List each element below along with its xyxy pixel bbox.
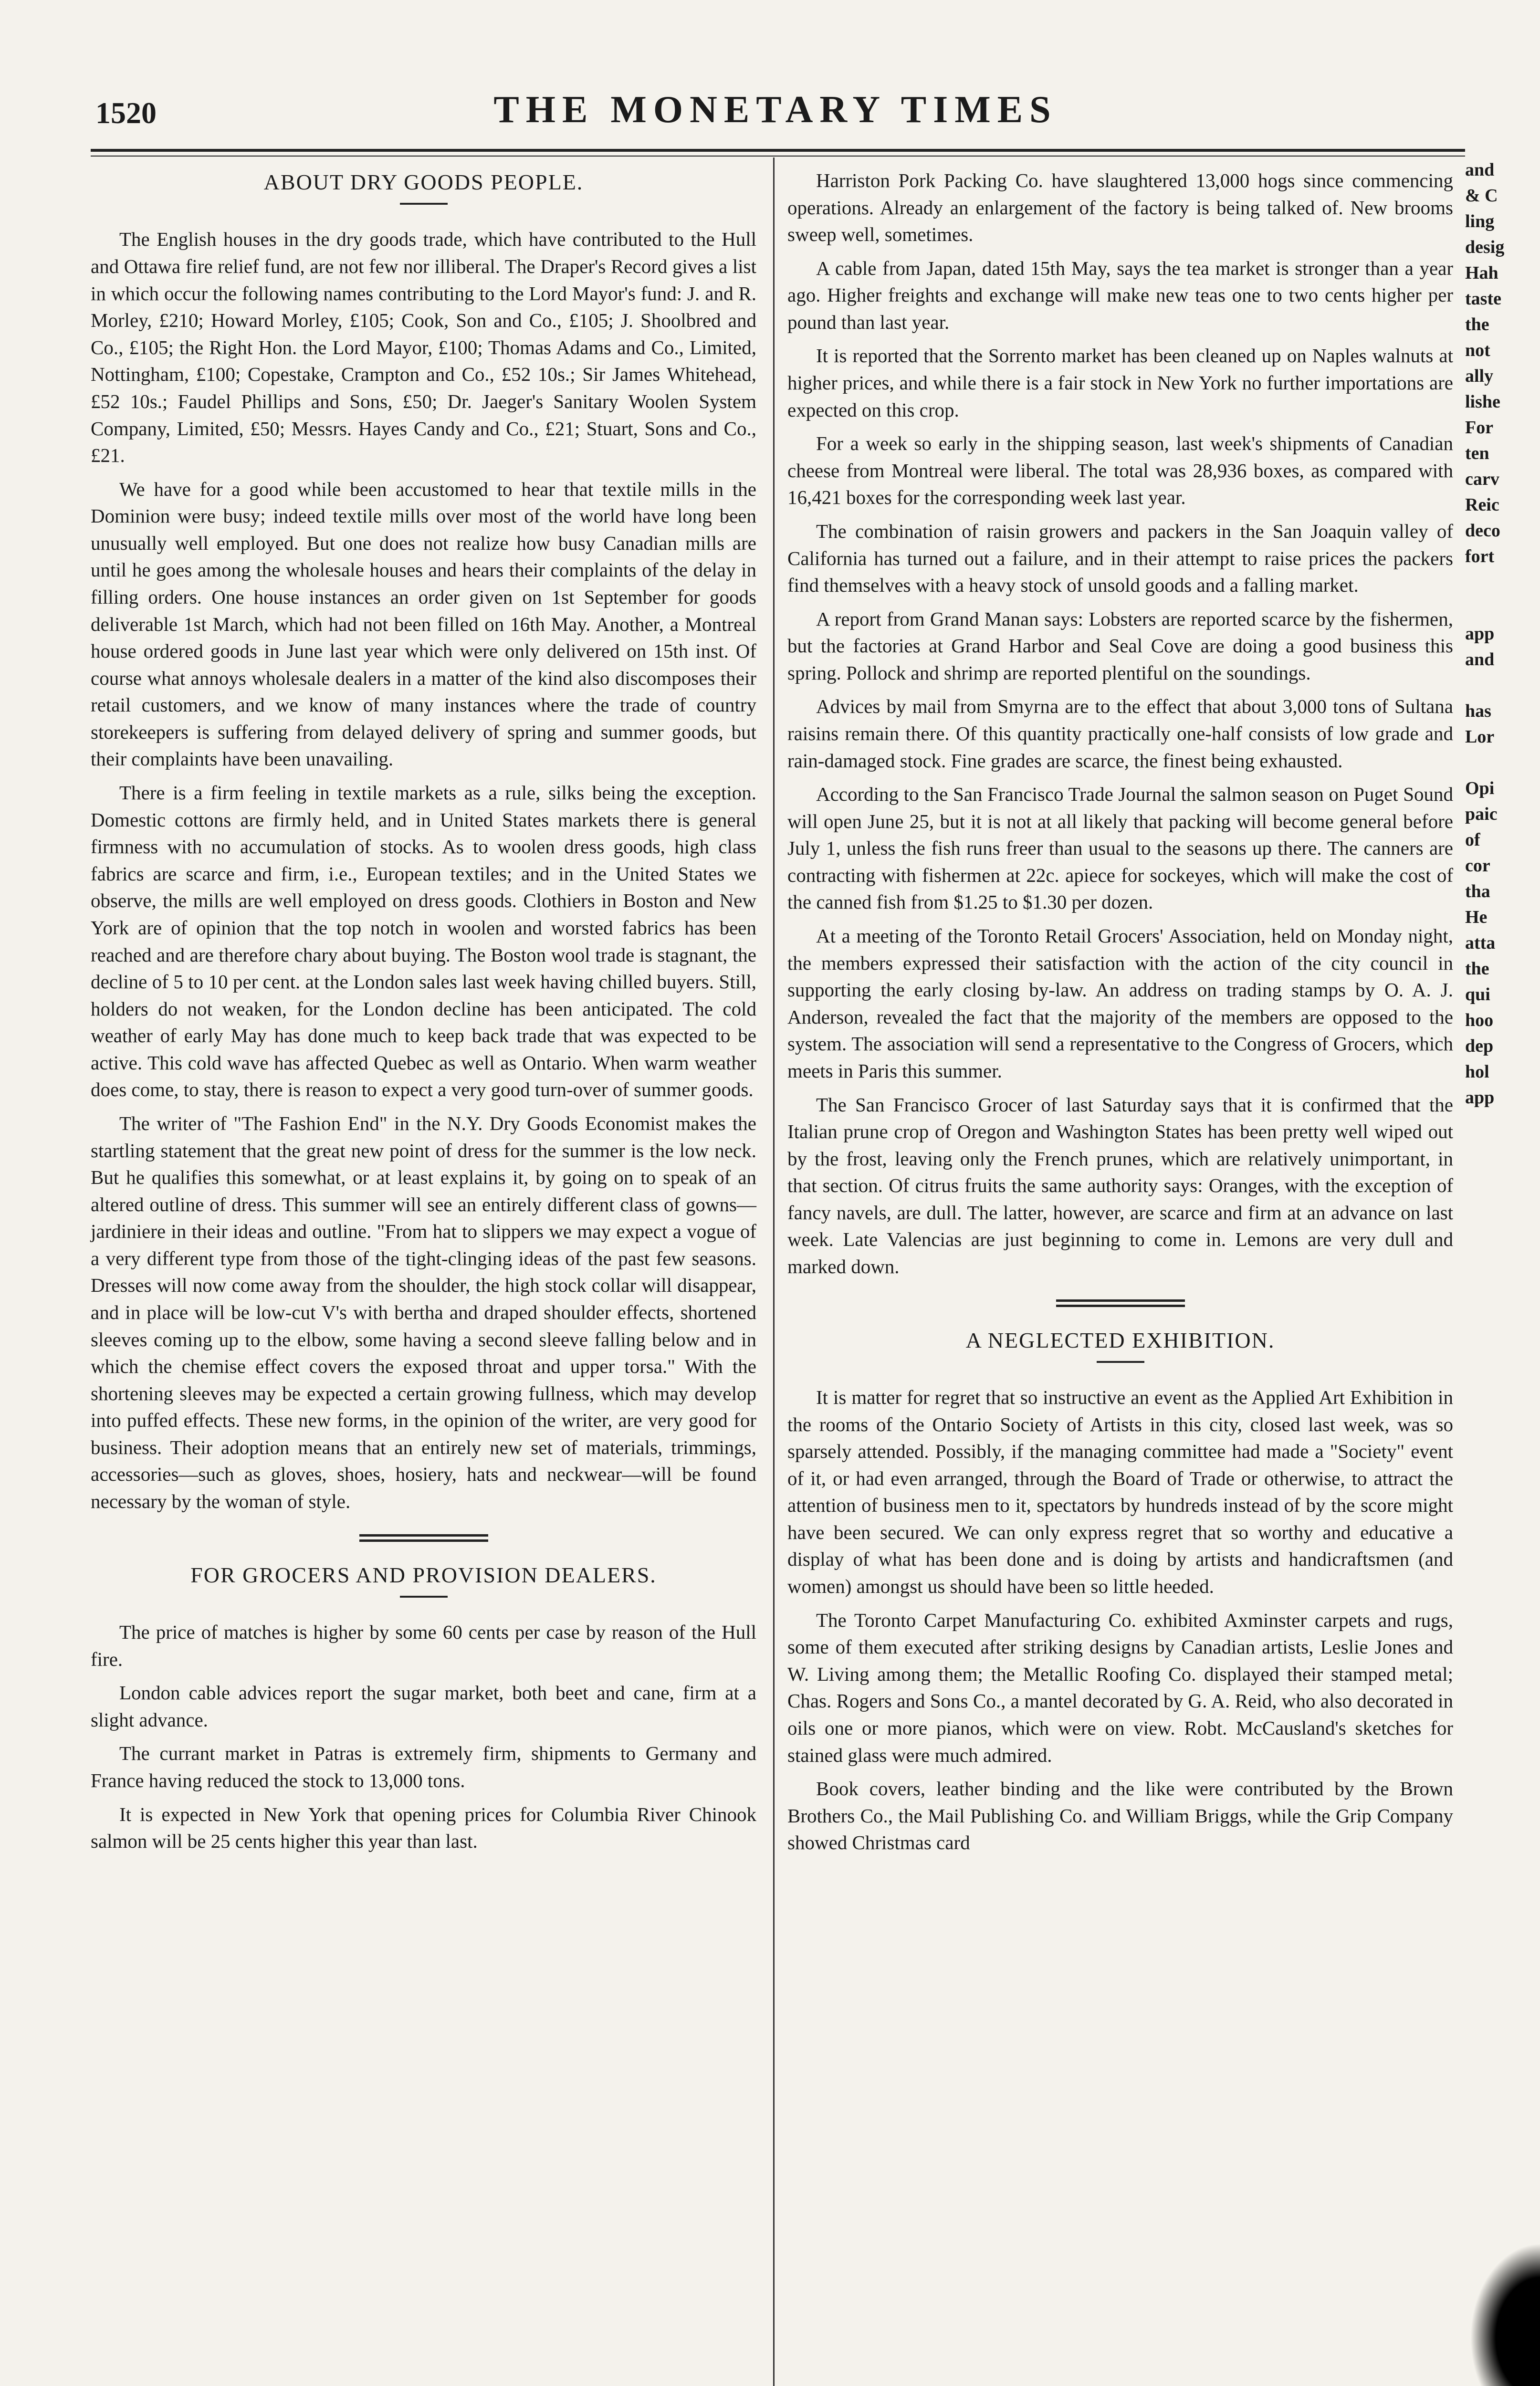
edge-fragment: the <box>1465 959 1489 979</box>
paragraph: The San Francisco Grocer of last Saturday says that it is confirmed that the Italian prune crop of Oregon and Washington States has been pretty well wiped out by the frost, leaving only the French prunes, which are relatively unimportant, in that section. Of citrus fruits the same authority says: Oranges, with the exception of fancy navels, are dull. The latter, however, are scarce and firm at an advance on last week. Late Valencias are just beginning to come in. Lemons are very dull and marked down. <box>787 1093 1453 1277</box>
paragraph: The Toronto Carpet Manufacturing Co. exhibited Axminster carpets and rugs, some of them executed after striking designs by Canadian artists, Leslie Jones and W. Living among them; the Metallic Roofing Co. displayed their stamped metal; Chas. Rogers and Sons Co., a mantel decorated by G. A. Reid, who also decorated in oils one or more pianos, which were on view. Robt. McCausland's sketches for stained glass were much admired. <box>787 1609 1453 1766</box>
edge-fragment: fort <box>1465 546 1495 566</box>
paragraph: According to the San Francisco Trade Journal the salmon season on Puget Sound will open June 25, but it is not at all likely that packing will become general before July 1, unless the fish runs freer than usual to the seasons up there. The canners are contracting with fishermen at 22c. apiece for sockeyes, which will make the cost of the canned fish from $1.25 to $1.30 per dozen. <box>787 783 1453 913</box>
paragraph: The price of matches is higher by some 60 cents per case by reason of the Hull fire. <box>91 1621 756 1670</box>
edge-fragment: and <box>1465 160 1495 180</box>
edge-fragment: paic <box>1465 804 1498 824</box>
edge-fragment: atta <box>1465 933 1496 953</box>
paragraph: We have for a good while been accustomed to hear that textile mills in the Dominion were busy; indeed textile mills over most of the world have long been unusually well employed. But one does not realize how busy Canadian mills are until he goes among the wholesale houses and hears their complaints of the delay in filling orders. One house instances an order given on 1st September for goods deliverable 1st March, which had not been filled on 16th May. Another, a Montreal house ordered goods in June last year which were only delivered on 15th inst. Of course what annoys wholesale dealers in a matter of the kind also discomposes their retail customers, and we know of many instances where the trade of country storekeepers is suffering from delayed delivery of spring and summer goods, but their complaints have been unavailing. <box>91 478 756 770</box>
paragraph: The currant market in Patras is extremely firm, shipments to Germany and France having reduced the stock to 13,000 tons. <box>91 1742 756 1791</box>
section-divider <box>1056 1299 1185 1307</box>
edge-fragment: taste <box>1465 289 1501 309</box>
paragraph: A cable from Japan, dated 15th May, says the tea market is stronger than a year ago. Higher freights and exchange will make new teas one to two cents higher per pound than last year. <box>787 257 1453 333</box>
paragraph: It is expected in New York that opening prices for Columbia River Chinook salmon will be 25 cents higher this year than last. <box>91 1803 756 1852</box>
paragraph: A report from Grand Manan says: Lobsters are reported scarce by the fishermen, but the factories at Grand Harbor and Seal Cove are doing a good business this spring. Pollock and shrimp are reported plentiful on the soundings. <box>787 607 1453 684</box>
edge-fragment: hol <box>1465 1062 1489 1082</box>
edge-fragment: & C <box>1465 186 1498 206</box>
edge-fragment: deco <box>1465 521 1500 541</box>
paragraph: Book covers, leather binding and the like were contributed by the Brown Brothers Co., the Mail Publishing Co. and William Briggs, while the Grip Company showed Christmas card <box>787 1778 1453 1854</box>
masthead-title: THE MONETARY TIMES <box>493 89 1058 131</box>
edge-fragment: dep <box>1465 1036 1494 1056</box>
edge-fragment: ten <box>1465 443 1489 463</box>
right-column <box>787 167 1453 1863</box>
edge-fragment: qui <box>1465 984 1490 1005</box>
edge-fragment <box>1465 750 1537 776</box>
title-rule <box>1097 1361 1144 1363</box>
edge-fragment: app <box>1465 624 1495 644</box>
paragraph: The English houses in the dry goods trade, which have contributed to the Hull and Ottawa fire relief fund, are not few nor illiberal. The Draper's Record gives a list in which occur the following names contributing to the Lord Mayor's fund: J. and R. Morley, £210; Howard Morley, £105; Cook, Son and Co., £105; J. Shoolbred and Co., £105; the Right Hon. the Lord Mayor, £100; Thomas Adams and Co., Limited, Nottingham, £100; Copestake, Crampton and Co., £52 10s.; Sir James Whitehead, £52 10s.; Faudel Phillips and Sons, £50; Dr. Jaeger's Sanitary Woolen System Company, Limited, £50; Messrs. Hayes Candy and Co., £21; Stuart, Sons and Co., £21. <box>91 228 756 467</box>
edge-fragment: not <box>1465 340 1490 360</box>
edge-fragment: and <box>1465 649 1495 670</box>
title-rule <box>400 203 448 205</box>
edge-fragment <box>1465 596 1537 621</box>
paragraph: For a week so early in the shipping season, last week's shipments of Canadian cheese from Montreal were liberal. The total was 28,936 boxes, as compared with 16,421 boxes for the corresponding week last year. <box>787 432 1453 509</box>
edge-fragment: Opi <box>1465 778 1495 798</box>
page-shadow <box>1470 2243 1540 2386</box>
paragraph: London cable advices report the sugar market, both beet and cane, firm at a slight advance. <box>91 1682 756 1731</box>
edge-fragment: has <box>1465 701 1491 721</box>
edge-fragment: For <box>1465 418 1494 438</box>
edge-fragment: lishe <box>1465 392 1500 412</box>
edge-fragment: Reic <box>1465 495 1499 515</box>
section-title-exhibition: A NEGLECTED EXHIBITION. <box>965 1328 1275 1352</box>
paragraph: The combination of raisin growers and packers in the San Joaquin valley of California has turned out a failure, and in their attempt to raise prices the packers find themselves with a heavy stock of unsold goods and a falling market. <box>787 520 1453 596</box>
adjacent-page-edge <box>1465 157 1537 1111</box>
edge-fragment: tha <box>1465 881 1490 901</box>
left-column <box>91 167 756 1862</box>
edge-fragment: carv <box>1465 469 1499 489</box>
section-title-dry-goods: ABOUT DRY GOODS PEOPLE. <box>263 170 584 194</box>
section-title-grocers: FOR GROCERS AND PROVISION DEALERS. <box>190 1562 657 1587</box>
header-rule-thin <box>91 156 1465 157</box>
edge-fragment: the <box>1465 314 1489 335</box>
page-number: 1520 <box>95 96 157 130</box>
edge-fragment: ally <box>1465 366 1494 386</box>
edge-fragment: ling <box>1465 211 1495 231</box>
column-divider <box>773 157 775 2386</box>
paragraph: Advices by mail from Smyrna are to the effect that about 3,000 tons of Sultana raisins remain there. Of this quantity practically one-half consists of low grade and rain-damaged stock. Fine grades are scarce, the finest being exhausted. <box>787 695 1453 772</box>
edge-fragment: of <box>1465 830 1480 850</box>
paragraph: There is a firm feeling in textile markets as a rule, silks being the exception. Domestic cottons are firmly held, and in United States markets there is general firmness with no accumulation of stocks. As to woolen dress goods, high class fabrics are scarce and firm, i.e., European textiles; and in the United States we observe, the mills are well employed on dress goods. Clothiers in Boston and New York are of opinion that the top notch in woolen and worsted fabrics has been reached and are therefore chary about buying. The Boston wool trade is stagnant, the decline of 5 to 10 per cent. at the London sales last week having chilled buyers. Still, holders do not weaken, for the London decline has been anticipated. The cold weather of early May has done much to keep back trade that was expected to be active. This cold wave has affected Quebec as well as Ontario. When warm weather does come, to stay, there is reason to expect a very good turn-over of summer goods. <box>91 782 756 1101</box>
edge-fragment: hoo <box>1465 1010 1494 1030</box>
edge-fragment: Lor <box>1465 727 1495 747</box>
edge-fragment: desig <box>1465 237 1505 257</box>
edge-fragment: He <box>1465 907 1488 927</box>
edge-fragment <box>1465 673 1537 699</box>
edge-fragment <box>1465 570 1537 596</box>
edge-fragment: app <box>1465 1088 1495 1108</box>
edge-fragment: cor <box>1465 856 1490 876</box>
title-rule <box>400 1596 448 1598</box>
paragraph: Harriston Pork Packing Co. have slaughtered 13,000 hogs since commencing operations. Already an enlargement of the factory is being talked of. New brooms sweep well, sometimes. <box>787 169 1453 246</box>
paragraph: It is matter for regret that so instructive an event as the Applied Art Exhibition in the rooms of the Ontario Society of Artists in this city, closed last week, was so sparsely attended. Possibly, if the managing committee had made a "Society" event of it, or had even arranged, through the Board of Trade or otherwise, to attract the attention of business men to it, spectators by hundreds instead of by the score might have been secured. We can only express regret that so worthy and educative a display of what has been done and is doing by artists and handicraftsmen (and women) amongst us should have been so little heeded. <box>787 1386 1453 1598</box>
section-divider <box>359 1534 488 1542</box>
header-rule-thick <box>91 149 1465 152</box>
paragraph: At a meeting of the Toronto Retail Grocers' Association, held on Monday night, the members expressed their satisfaction with the action of the city council in supporting the early closing by-law. An address on trading stamps by O. A. J. Anderson, revealed the fact that the majority of the members are opposed to the system. The association will send a representative to the Congress of Grocers, which meets in Paris this summer. <box>787 925 1453 1082</box>
paragraph: The writer of "The Fashion End" in the N.Y. Dry Goods Economist makes the startling statement that the great new point of dress for the summer is the low neck. But he qualifies this somewhat, or at least explains it, by going on to speak of an altered outline of dress. This summer will see an entirely different class of gowns—jardiniere in their ideas and outline. "From hat to slippers we may expect a vogue of a very different type from those of the tight-clinging ideas of the past few seasons. Dresses will now come away from the shoulder, the high stock collar will disappear, and in place will be low-cut V's with bertha and draped shoulder effects, shortened sleeves coming up to the elbow, some having a second sleeve falling below and in which the chemise effect covers the exposed throat and upper torsa." With the shortening sleeves may be expected a certain growing fullness, which may develop into puffed effects. These new forms, in the opinion of the writer, are very good for business. Their adoption means that an entirely new set of materials, trimmings, accessories—such as gloves, shoes, hosiery, hats and neckwear—will be found necessary by the woman of style. <box>91 1112 756 1513</box>
paragraph: It is reported that the Sorrento market has been cleaned up on Naples walnuts at higher prices, and while there is a fair stock in New York no further importations are expected on this crop. <box>787 345 1453 421</box>
edge-fragment: Hah <box>1465 263 1498 283</box>
